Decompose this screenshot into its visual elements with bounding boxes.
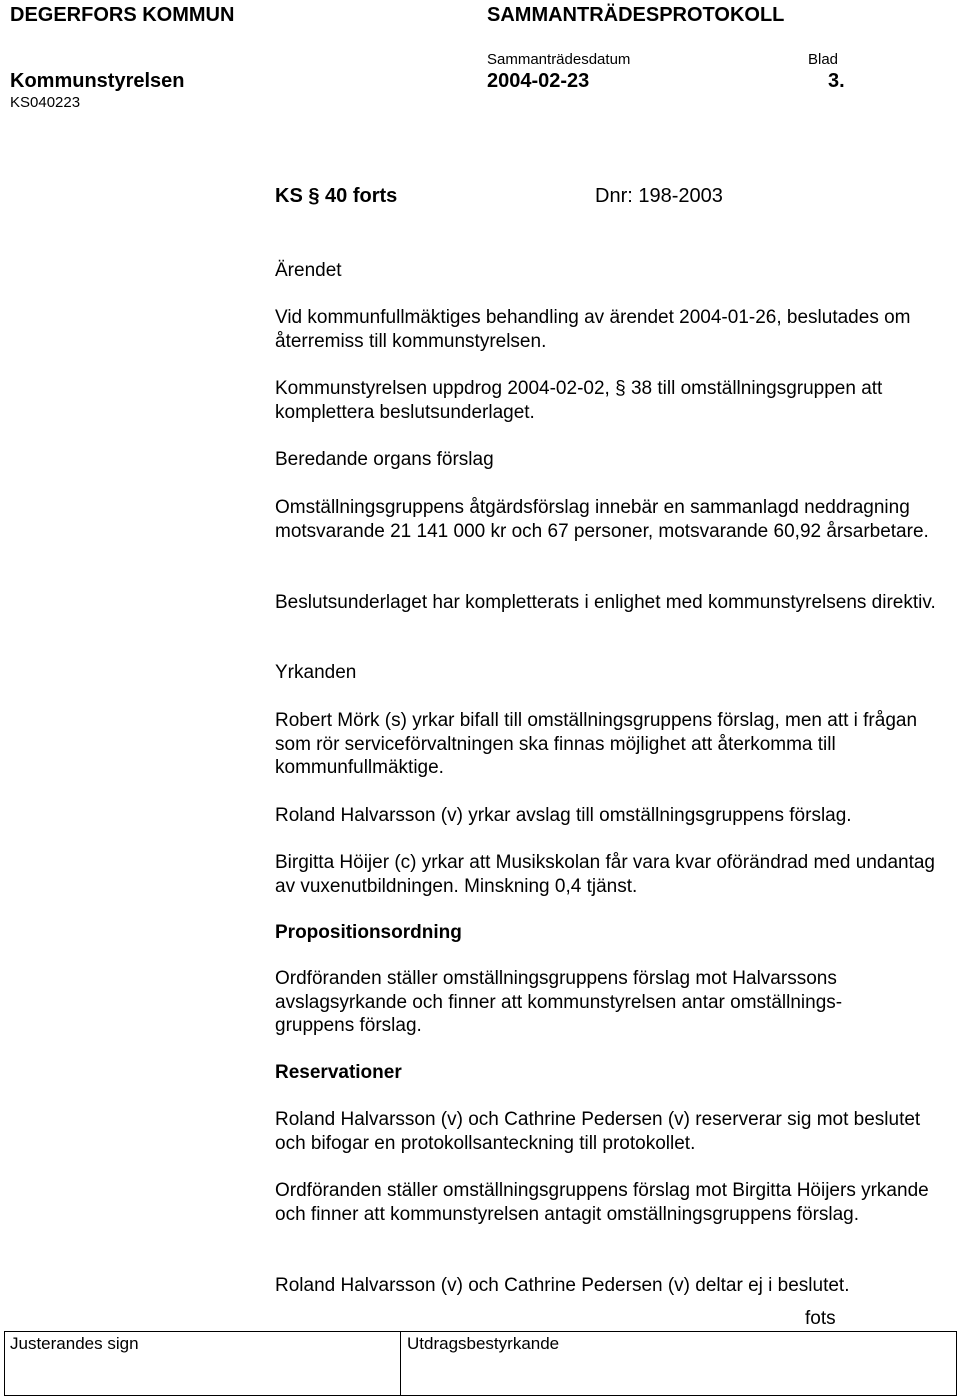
propositionsordning-title: Propositionsordning <box>275 922 462 943</box>
section-prefix: KS <box>275 185 303 207</box>
footer-divider <box>400 1331 401 1396</box>
propositionsordning-line-3: gruppens förslag. <box>275 1015 422 1036</box>
yrkanden-paragraph-1: Robert Mörk (s) yrkar bifall till omställningsgruppens förslag, men att i frågan som rör serviceförvaltningen ska finnas möjlighet att återkomma till kommunfullmäktige. <box>275 710 918 778</box>
reservationer-paragraph-3: Roland Halvarsson (v) och Cathrine Pedersen (v) deltar ej i beslutet. <box>275 1275 850 1296</box>
propositionsordning-line-1: Ordföranden ställer omställningsgruppens förslag mot Halvarssons <box>275 968 837 989</box>
reservationer-title: Reservationer <box>275 1062 402 1083</box>
continuation-marker: fots <box>805 1308 836 1329</box>
yrkanden-title: Yrkanden <box>275 662 357 683</box>
section-heading <box>275 185 397 208</box>
reservationer-paragraph-1: Roland Halvarsson (v) och Cathrine Pedersen (v) reserverar sig mot beslutet och bifogar en protokollsanteckning till protokollet. <box>275 1109 921 1154</box>
beredande-title: Beredande organs förslag <box>275 449 494 470</box>
arendet-title: Ärendet <box>275 260 342 281</box>
doc-type: SAMMANTRÄDESPROTOKOLL <box>487 4 785 26</box>
footer-extract-label: Utdragsbestyrkande <box>407 1334 560 1353</box>
committee-name: Kommunstyrelsen <box>10 70 185 92</box>
date-label: Sammanträdesdatum <box>487 51 631 68</box>
paragraph-symbol: § <box>615 378 626 399</box>
section-symbol: § <box>308 185 320 207</box>
arendet-paragraph-1: Vid kommunfullmäktiges behandling av ärendet 2004-01-26, beslutades om återremiss till kommunstyrelsen. <box>275 307 911 352</box>
beredande-paragraph-2: Beslutsunderlaget har kompletterats i enlighet med kommunstyrelsens direktiv. <box>275 592 936 613</box>
footer-sign-label: Justerandes sign <box>10 1334 139 1353</box>
arendet-paragraph-2: Kommunstyrelsen uppdrog 2004-02-02, § 38 till omställningsgruppen att komplettera beslutsunderlaget. <box>275 378 883 423</box>
page-number: 3. <box>828 70 845 92</box>
page-label: Blad <box>808 51 839 68</box>
case-dnr: Dnr: 198-2003 <box>595 185 723 207</box>
yrkanden-paragraph-2: Roland Halvarsson (v) yrkar avslag till omställningsgruppens förslag. <box>275 805 852 826</box>
org-name: DEGERFORS KOMMUN <box>10 4 235 26</box>
yrkanden-paragraph-3: Birgitta Höijer (c) yrkar att Musikskolan får vara kvar oförändrad med undantag av vuxenutbildningen. Minskning 0,4 tjänst. <box>275 852 935 897</box>
protocol-ref: KS040223 <box>10 94 81 111</box>
reservationer-paragraph-2: Ordföranden ställer omställningsgruppens förslag mot Birgitta Höijers yrkande och finner att kommunstyrelsen antagit omställningsgruppens förslag. <box>275 1180 929 1225</box>
beredande-paragraph-1: Omställningsgruppens åtgärdsförslag innebär en sammanlagd neddragning motsvarande 21 141 000 kr och 67 personer, motsvarande 60,92 årsarbetare. <box>275 497 929 542</box>
section-number: 40 forts <box>325 185 398 207</box>
meeting-date: 2004-02-23 <box>487 70 590 92</box>
propositionsordning-line-2: avslagsyrkande och finner att kommunstyrelsen antar omställnings- <box>275 992 843 1013</box>
